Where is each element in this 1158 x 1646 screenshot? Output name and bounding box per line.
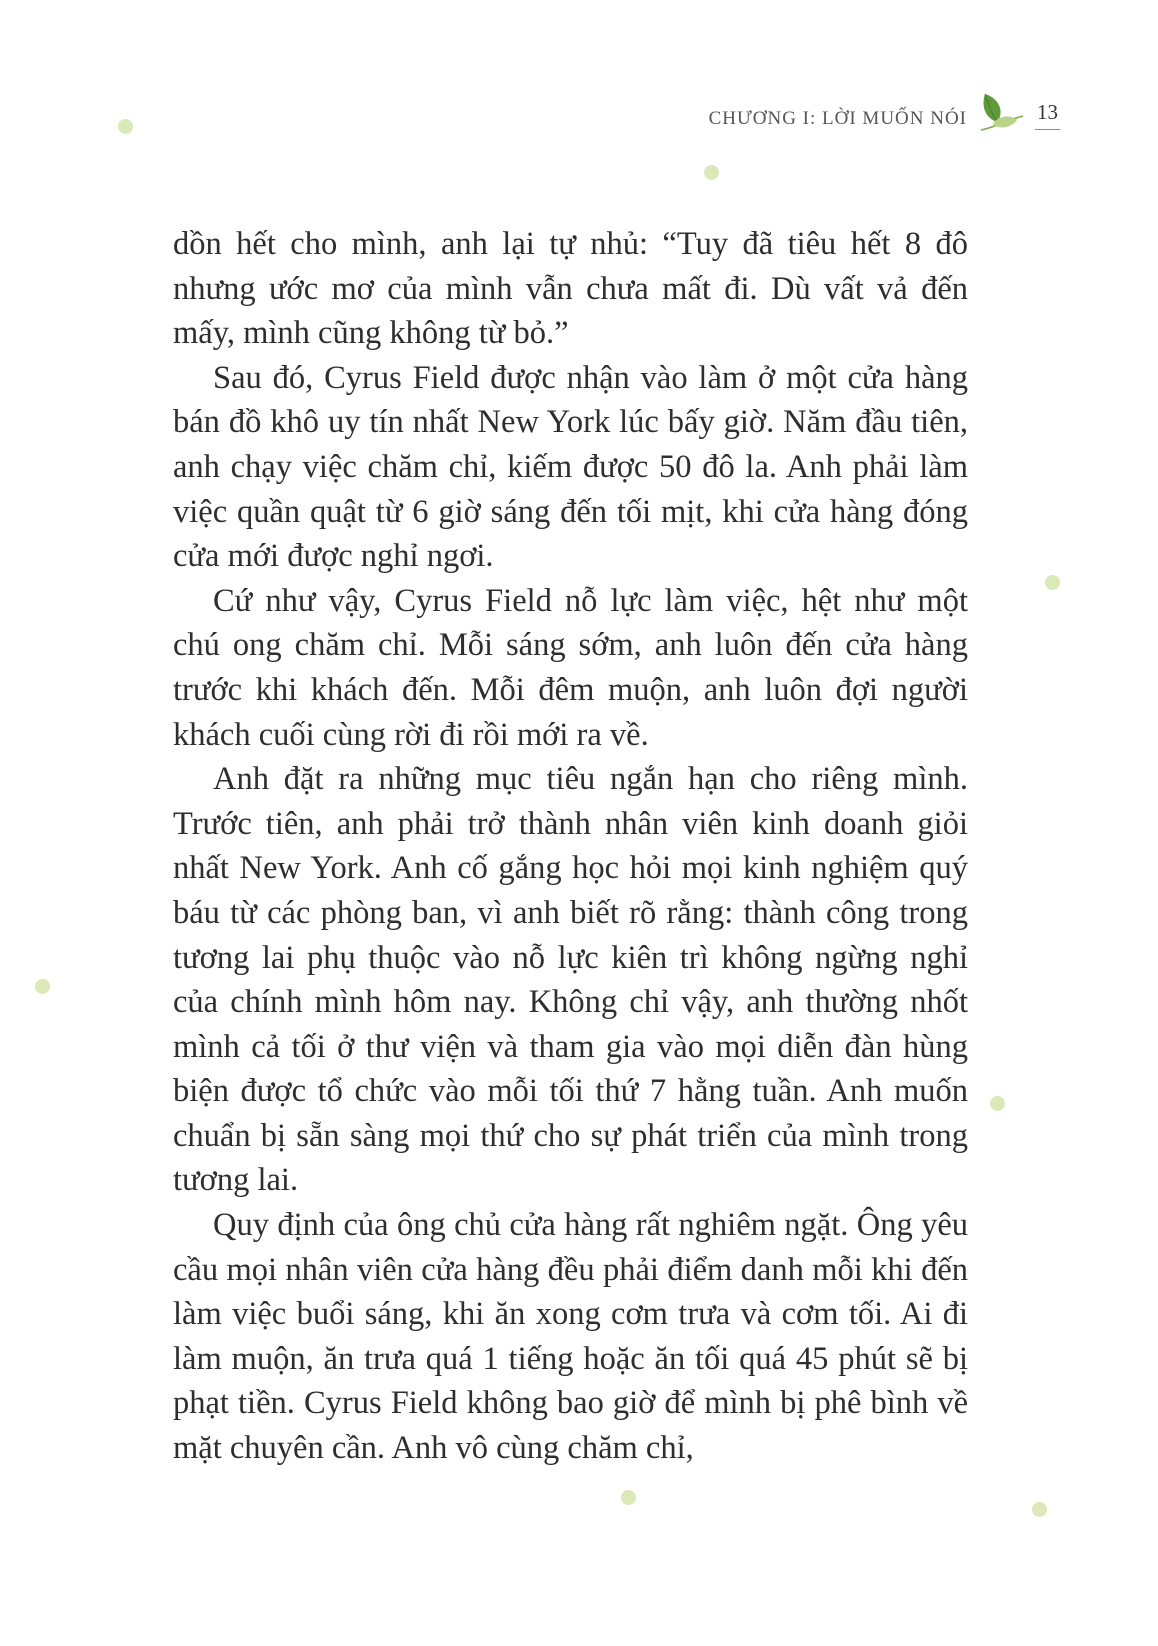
running-header bbox=[709, 96, 1060, 136]
paragraph: Quy định của ông chủ cửa hàng rất nghiêm ngặt. Ông yêu cầu mọi nhân viên cửa hàng đều phải điểm danh mỗi khi đến làm việc buổi sáng, khi ăn xong cơm trưa và cơm tối. Ai đi làm muộn, ăn trưa quá 1 tiếng hoặc ăn tối quá 45 phút sẽ bị phạt tiền. Cyrus Field không bao giờ để mình bị phê bình về mặt chuyên cần. Anh vô cùng chăm chỉ, bbox=[173, 1207, 968, 1467]
decorative-dot bbox=[35, 979, 50, 994]
body-text bbox=[173, 222, 968, 1471]
decorative-dot bbox=[1032, 1502, 1047, 1517]
decorative-dot bbox=[621, 1490, 636, 1505]
decorative-dot bbox=[118, 119, 133, 134]
page-number: 13 bbox=[1035, 100, 1060, 130]
decorative-dot bbox=[990, 1096, 1005, 1111]
chapter-title: CHƯƠNG I: LỜI MUỐN NÓI bbox=[708, 108, 967, 129]
paragraph: Sau đó, Cyrus Field được nhận vào làm ở một cửa hàng bán đồ khô uy tín nhất New York lúc bấy giờ. Năm đầu tiên, anh chạy việc chăm chỉ, kiếm được 50 đô la. Anh phải làm việc quần quật từ 6 giờ sáng đến tối mịt, khi cửa hàng đóng cửa mới được nghỉ ngơi. bbox=[173, 359, 968, 575]
decorative-dot bbox=[1045, 575, 1060, 590]
paragraph: Cứ như vậy, Cyrus Field nỗ lực làm việc, hệt như một chú ong chăm chỉ. Mỗi sáng sớm, anh luôn đến cửa hàng trước khi khách đến. Mỗi đêm muộn, anh luôn đợi người khách cuối cùng rời đi rồi mới ra về. bbox=[173, 582, 968, 753]
leaf-icon bbox=[977, 90, 1025, 138]
decorative-dot bbox=[704, 165, 719, 180]
paragraph: Anh đặt ra những mục tiêu ngắn hạn cho riêng mình. Trước tiên, anh phải trở thành nhân viên kinh doanh giỏi nhất New York. Anh cố gắng học hỏi mọi kinh nghiệm quý báu từ các phòng ban, vì anh biết rõ rằng: thành công trong tương lai phụ thuộc vào nỗ lực kiên trì không ngừng nghỉ của chính mình hôm nay. Không chỉ vậy, anh thường nhốt mình cả tối ở thư viện và tham gia vào mọi diễn đàn hùng biện được tổ chức vào mỗi tối thứ 7 hằng tuần. Anh muốn chuẩn bị sẵn sàng mọi thứ cho sự phát triển của mình trong tương lai. bbox=[173, 761, 968, 1199]
paragraph: dồn hết cho mình, anh lại tự nhủ: “Tuy đã tiêu hết 8 đô nhưng ước mơ của mình vẫn chưa mất đi. Dù vất vả đến mấy, mình cũng không từ bỏ.” bbox=[173, 226, 968, 352]
